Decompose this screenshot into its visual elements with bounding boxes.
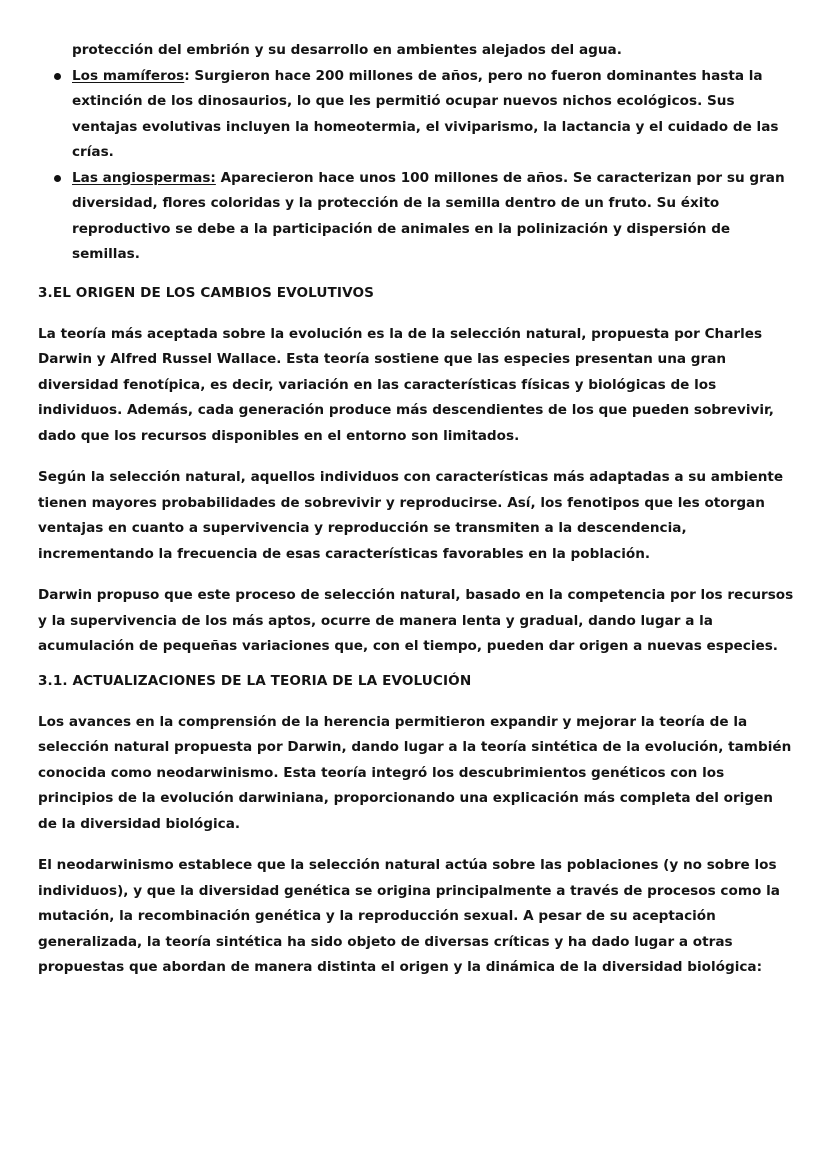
- paragraph: Los avances en la comprensión de la herencia permitieron expandir y mejorar la teoría de la selección natural propuesta por Darwin, dando lugar a la teoría sintética de la evolución, también conocida como neodarwinismo. Esta teoría integró los descubrimientos genéticos con los principios de la evolución darwiniana, proporcionando una explicación más completa del origen de la diversidad biológica.: [38, 713, 792, 832]
- bullet-dot-icon: [54, 73, 61, 80]
- paragraph: Según la selección natural, aquellos individuos con características más adaptadas a su ambiente tienen mayores probabilidades de sobrevivir y reproducirse. Así, los fenotipos que les otorgan ventajas en cuanto a supervivencia y reproducción se transmiten a la descendencia, incrementando la frecuencia de esas características favorables en la población.: [38, 469, 784, 562]
- bullet-mamiferos: [38, 64, 794, 166]
- bullet-list: [38, 64, 794, 268]
- bullet-dot-icon: [54, 175, 61, 182]
- section-heading: 3.EL ORIGEN DE LOS CAMBIOS EVOLUTIVOS: [38, 284, 375, 301]
- bullet-text: Aparecieron hace unos 100 millones de años. Se caracterizan por su gran diversidad, flores coloridas y la protección de la semilla dentro de un fruto. Su éxito reproductivo se debe a la participación de animales en la polinización y dispersión de semillas.: [72, 169, 785, 262]
- paragraph: Darwin propuso que este proceso de selección natural, basado en la competencia por los recursos y la supervivencia de los más aptos, ocurre de manera lenta y gradual, dando lugar a la acumulación de pequeñas variaciones que, con el tiempo, pueden dar origen a nuevas especies.: [38, 587, 794, 654]
- paragraph: El neodarwinismo establece que la selección natural actúa sobre las poblaciones (y no sobre los individuos), y que la diversidad genética se origina principalmente a través de procesos como la mutación, la recombinación genética y la reproducción sexual. A pesar de su aceptación generalizada, la teoría sintética ha sido objeto de diversas críticas y ha dado lugar a otras propuestas que abordan de manera distinta el origen y la dinámica de la diversidad biológica:: [38, 857, 780, 975]
- intro-continuation: protección del embrión y su desarrollo en ambientes alejados del agua.: [72, 42, 622, 58]
- bullet-text: : Surgieron hace 200 millones de años, pero no fueron dominantes hasta la extinción de los dinosaurios, lo que les permitió ocupar nuevos nichos ecológicos. Sus ventajas evolutivas incluyen la homeotermia, el viviparismo, la lactancia y el cuidado de las crías.: [72, 67, 779, 160]
- paragraph: La teoría más aceptada sobre la evolución es la de la selección natural, propuesta por Charles Darwin y Alfred Russel Wallace. Esta teoría sostiene que las especies presentan una gran diversidad fenotípica, es decir, variación en las características físicas y biológicas de los individuos. Además, cada generación produce más descendientes de los que pueden sobrevivir, dado que los recursos disponibles en el entorno son limitados.: [38, 325, 774, 444]
- bullet-angiospermas: [38, 166, 794, 268]
- bullet-term: Los mamíferos: [72, 67, 185, 84]
- section-heading: 3.1. ACTUALIZACIONES DE LA TEORIA DE LA EVOLUCIÓN: [38, 672, 472, 689]
- bullet-term: Las angiospermas:: [72, 169, 216, 186]
